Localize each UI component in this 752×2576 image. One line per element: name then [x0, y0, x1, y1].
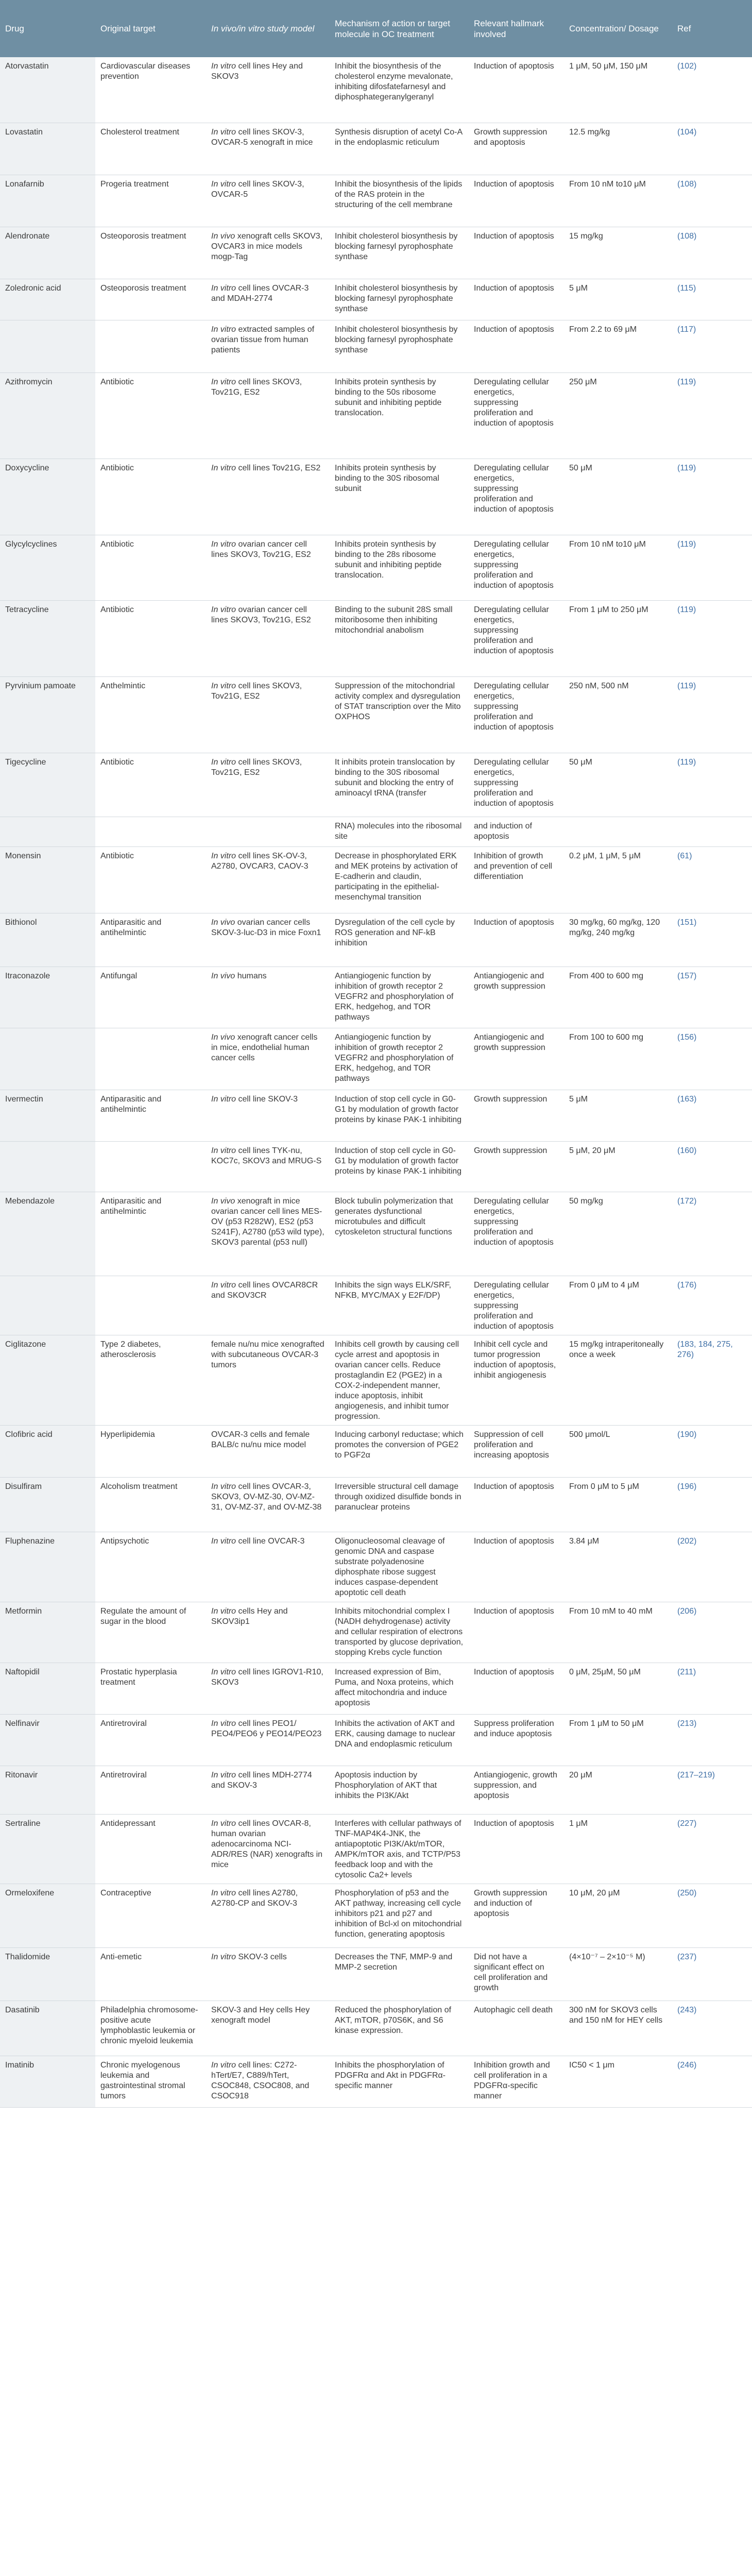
cell-model: In vivo xenograft cancer cells in mice, endothelial human cancer cells [206, 1028, 330, 1090]
cell-mechanism: Interferes with cellular pathways of TNF-MAP4K4-JNK, the antiapoptotic PI3K/Akt/mTOR, AMPK/mTOR axis, and TCTP/P53 feedback loop and with the cytosolic Ca2+ levels [330, 1814, 469, 1884]
cell-ref: (202) [672, 1532, 752, 1602]
cell-model: In vitro cell line OVCAR-3 [206, 1532, 330, 1602]
cell-dosage: 30 mg/kg, 60 mg/kg, 120 mg/kg, 240 mg/kg [564, 913, 672, 967]
cell-dosage: 50 μM [564, 459, 672, 535]
cell-hallmark: Induction of apoptosis [469, 227, 564, 279]
cell-hallmark: Inhibition of growth and prevention of cell differentiation [469, 846, 564, 913]
cell-target: Regulate the amount of sugar in the blood [95, 1602, 206, 1663]
cell-ref: (160) [672, 1141, 752, 1192]
cell-dosage: 50 mg/kg [564, 1192, 672, 1276]
cell-hallmark: Suppression of cell proliferation and increasing apoptosis [469, 1425, 564, 1477]
cell-ref: (119) [672, 600, 752, 676]
cell-target: Antiretroviral [95, 1766, 206, 1814]
cell-dosage: 5 μM, 20 μM [564, 1141, 672, 1192]
cell-hallmark: Antiangiogenic, growth suppression, and apoptosis [469, 1766, 564, 1814]
cell-hallmark: Deregulating cellular energetics, suppressing proliferation and induction of apoptosis [469, 1276, 564, 1335]
cell-dosage: 250 nM, 500 nM [564, 676, 672, 753]
cell-dosage: 50 μM [564, 753, 672, 817]
cell-dosage: From 10 mM to 40 mM [564, 1602, 672, 1663]
cell-ref: (115) [672, 279, 752, 320]
cell-model: In vivo humans [206, 967, 330, 1028]
cell-drug: Naftopidil [0, 1663, 95, 1714]
cell-ref: (119) [672, 372, 752, 459]
cell-drug: Doxycycline [0, 459, 95, 535]
cell-drug: Metformin [0, 1602, 95, 1663]
cell-ref: (117) [672, 320, 752, 372]
table-row [0, 1602, 752, 1663]
cell-ref: (156) [672, 1028, 752, 1090]
cell-drug [0, 1141, 95, 1192]
table-row [0, 123, 752, 175]
cell-model: In vitro cells Hey and SKOV3ip1 [206, 1602, 330, 1663]
cell-mechanism: Decrease in phosphorylated ERK and MEK proteins by activation of E-cadherin and claudin, participating in the epithelial-mesenchymal transition [330, 846, 469, 913]
cell-model [206, 817, 330, 846]
table-row [0, 175, 752, 227]
cell-target: Philadelphia chromosome-positive acute lymphoblastic leukemia or chronic myeloid leukemia [95, 2001, 206, 2056]
cell-ref: (246) [672, 2056, 752, 2107]
cell-dosage: 10 μM, 20 μM [564, 1884, 672, 1947]
table-row [0, 600, 752, 676]
cell-mechanism: Antiangiogenic function by inhibition of growth receptor 2 VEGFR2 and phosphorylation of ERK, hedgehog, and TOR pathways [330, 967, 469, 1028]
cell-ref: (250) [672, 1884, 752, 1947]
cell-target: Antibiotic [95, 459, 206, 535]
cell-hallmark: Induction of apoptosis [469, 279, 564, 320]
cell-mechanism: Irreversible structural cell damage through oxidized disulfide bonds in paranuclear proteins [330, 1477, 469, 1532]
cell-drug: Nelfinavir [0, 1714, 95, 1766]
cell-ref: (196) [672, 1477, 752, 1532]
cell-drug: Ormeloxifene [0, 1884, 95, 1947]
cell-ref: (119) [672, 753, 752, 817]
cell-ref: (217–219) [672, 1766, 752, 1814]
cell-model: In vitro cell lines OVCAR-3 and MDAH-2774 [206, 279, 330, 320]
cell-dosage: 15 mg/kg [564, 227, 672, 279]
cell-drug: Dasatinib [0, 2001, 95, 2056]
cell-ref: (102) [672, 57, 752, 123]
cell-ref: (176) [672, 1276, 752, 1335]
cell-ref: (227) [672, 1814, 752, 1884]
header-drug: Drug [0, 0, 95, 57]
table-row [0, 1276, 752, 1335]
cell-ref: (172) [672, 1192, 752, 1276]
cell-hallmark: Induction of apoptosis [469, 1477, 564, 1532]
cell-mechanism: Phosphorylation of p53 and the AKT pathway, increasing cell cycle inhibitors p21 and p27 and inhibition of Bcl-xl on mitochondrial function, generating apoptosis [330, 1884, 469, 1947]
table-row [0, 1884, 752, 1947]
cell-mechanism: Inhibits protein synthesis by binding to the 30S ribosomal subunit [330, 459, 469, 535]
cell-drug: Tigecycline [0, 753, 95, 817]
table-row [0, 817, 752, 846]
cell-hallmark: Induction of apoptosis [469, 1532, 564, 1602]
cell-hallmark: Deregulating cellular energetics, suppressing proliferation and induction of apoptosis [469, 459, 564, 535]
cell-target: Antibiotic [95, 846, 206, 913]
cell-dosage: 250 μM [564, 372, 672, 459]
cell-dosage: From 10 nM to10 μM [564, 175, 672, 227]
cell-model: In vitro cell lines PEO1/ PEO4/PEO6 y PEO14/PEO23 [206, 1714, 330, 1766]
cell-hallmark: Did not have a significant effect on cell proliferation and growth [469, 1947, 564, 2001]
cell-target: Alcoholism treatment [95, 1477, 206, 1532]
cell-ref: (237) [672, 1947, 752, 2001]
cell-target: Antiparasitic and antihelmintic [95, 1192, 206, 1276]
cell-target: Antipsychotic [95, 1532, 206, 1602]
cell-mechanism: Reduced the phosphorylation of AKT, mTOR, p70S6K, and S6 kinase expression. [330, 2001, 469, 2056]
cell-mechanism: Inhibits the activation of AKT and ERK, causing damage to nuclear DNA and endoplasmic reticulum [330, 1714, 469, 1766]
cell-ref: (243) [672, 2001, 752, 2056]
cell-mechanism: Antiangiogenic function by inhibition of growth receptor 2 VEGFR2 and phosphorylation of ERK, hedgehog, and TOR pathways [330, 1028, 469, 1090]
cell-model: In vitro cell lines: C272-hTert/E7, C889/hTert, CSOC848, CSOC808, and CSOC918 [206, 2056, 330, 2107]
cell-mechanism: Oligonucleosomal cleavage of genomic DNA and caspase substrate polyadenosine diphosphate ribose suggest induces caspase-dependent apoptotic cell death [330, 1532, 469, 1602]
cell-ref: (119) [672, 535, 752, 600]
table-row [0, 1766, 752, 1814]
cell-hallmark: Induction of apoptosis [469, 1602, 564, 1663]
cell-ref: (206) [672, 1602, 752, 1663]
cell-dosage: 5 μM [564, 279, 672, 320]
cell-mechanism: Inhibit cholesterol biosynthesis by blocking farnesyl pyrophosphate synthase [330, 320, 469, 372]
cell-dosage: IC50 < 1 μm [564, 2056, 672, 2107]
cell-target: Antibiotic [95, 535, 206, 600]
cell-mechanism: It inhibits protein translocation by binding to the 30S ribosomal subunit and blocking the entry of aminoacyl tRNA (transfer [330, 753, 469, 817]
cell-hallmark: Suppress proliferation and induce apoptosis [469, 1714, 564, 1766]
cell-drug: Atorvastatin [0, 57, 95, 123]
cell-drug: Itraconazole [0, 967, 95, 1028]
cell-model: In vitro extracted samples of ovarian tissue from human patients [206, 320, 330, 372]
cell-mechanism: Inhibits the phosphorylation of PDGFRα and Akt in PDGFRα-specific manner [330, 2056, 469, 2107]
cell-hallmark: Deregulating cellular energetics, suppressing proliferation and induction of apoptosis [469, 753, 564, 817]
cell-mechanism: Induction of stop cell cycle in G0-G1 by modulation of growth factor proteins by kinase PAK-1 inhibiting [330, 1141, 469, 1192]
table-body [0, 57, 752, 2107]
cell-drug: Azithromycin [0, 372, 95, 459]
cell-dosage: 300 nM for SKOV3 cells and 150 nM for HEY cells [564, 2001, 672, 2056]
cell-model: In vitro cell lines SKOV-3, OVCAR-5 [206, 175, 330, 227]
cell-mechanism: RNA) molecules into the ribosomal site [330, 817, 469, 846]
table-row [0, 1477, 752, 1532]
cell-hallmark: Inhibition growth and cell proliferation in a PDGFRα-specific manner [469, 2056, 564, 2107]
table-row [0, 279, 752, 320]
header-dosage: Concentration/ Dosage [564, 0, 672, 57]
table-row [0, 1663, 752, 1714]
table-row [0, 372, 752, 459]
cell-dosage: 5 μM [564, 1090, 672, 1141]
cell-drug: Bithionol [0, 913, 95, 967]
cell-dosage: 500 μmol/L [564, 1425, 672, 1477]
table-row [0, 1141, 752, 1192]
cell-model: In vitro ovarian cancer cell lines SKOV3, Tov21G, ES2 [206, 600, 330, 676]
cell-mechanism: Increased expression of Bim, Puma, and Noxa proteins, which affect mitochondria and induce apoptosis [330, 1663, 469, 1714]
cell-target: Osteoporosis treatment [95, 279, 206, 320]
cell-model: In vitro cell lines Hey and SKOV3 [206, 57, 330, 123]
cell-mechanism: Induction of stop cell cycle in G0-G1 by modulation of growth factor proteins by kinase PAK-1 inhibiting [330, 1090, 469, 1141]
cell-drug: Alendronate [0, 227, 95, 279]
cell-mechanism: Inhibit the biosynthesis of the cholesterol enzyme mevalonate, inhibiting difosfatefarnesyl and diphosphategeranylgeranyl [330, 57, 469, 123]
cell-model: In vitro cell lines SKOV3, Tov21G, ES2 [206, 753, 330, 817]
header-study-model: In vivo/in vitro study model [206, 0, 330, 57]
cell-dosage: 20 μM [564, 1766, 672, 1814]
cell-model: In vivo xenograft cells SKOV3, OVCAR3 in mice models mogp-Tag [206, 227, 330, 279]
cell-model: In vitro cell line SKOV-3 [206, 1090, 330, 1141]
cell-model: In vitro cell lines SKOV-3, OVCAR-5 xenograft in mice [206, 123, 330, 175]
cell-mechanism: Binding to the subunit 28S small mitoribosome then inhibiting mitochondrial anabolism [330, 600, 469, 676]
cell-model: In vitro ovarian cancer cell lines SKOV3, Tov21G, ES2 [206, 535, 330, 600]
table-row [0, 57, 752, 123]
cell-mechanism: Inhibits cell growth by causing cell cycle arrest and apoptosis in ovarian cancer cells. Reduce prostaglandin E2 (PGE2) in a COX-2-independent manner, induce apoptosis, inhibit angiogenesis, and inhibit tumor progression. [330, 1335, 469, 1425]
cell-hallmark: Growth suppression and induction of apoptosis [469, 1884, 564, 1947]
table-row [0, 967, 752, 1028]
cell-mechanism: Inhibit cholesterol biosynthesis by blocking farnesyl pyrophosphate synthase [330, 227, 469, 279]
cell-model: In vitro cell lines OVCAR8CR and SKOV3CR [206, 1276, 330, 1335]
cell-target [95, 320, 206, 372]
cell-ref: (163) [672, 1090, 752, 1141]
cell-hallmark: Autophagic cell death [469, 2001, 564, 2056]
cell-ref: (183, 184, 275, 276) [672, 1335, 752, 1425]
header-hallmark: Relevant hallmark involved [469, 0, 564, 57]
table-row [0, 846, 752, 913]
cell-target: Antidepressant [95, 1814, 206, 1884]
cell-target: Antiretroviral [95, 1714, 206, 1766]
cell-drug: Lovastatin [0, 123, 95, 175]
cell-ref: (119) [672, 676, 752, 753]
cell-model: In vitro cell lines SKOV3, Tov21G, ES2 [206, 372, 330, 459]
table-row [0, 459, 752, 535]
cell-hallmark: Deregulating cellular energetics, suppressing proliferation and induction of apoptosis [469, 372, 564, 459]
cell-drug: Sertraline [0, 1814, 95, 1884]
cell-dosage: 0.2 μM, 1 μM, 5 μM [564, 846, 672, 913]
cell-mechanism: Apoptosis induction by Phosphorylation of AKT that inhibits the PI3K/Akt [330, 1766, 469, 1814]
cell-drug: Mebendazole [0, 1192, 95, 1276]
cell-dosage: 12.5 mg/kg [564, 123, 672, 175]
cell-drug: Fluphenazine [0, 1532, 95, 1602]
cell-dosage: (4×10⁻⁷ – 2×10⁻⁵ M) [564, 1947, 672, 2001]
cell-model: In vitro cell lines OVCAR-3, SKOV3, OV-MZ-30, OV-MZ-31, OV-MZ-37, and OV-MZ-38 [206, 1477, 330, 1532]
cell-target: Antibiotic [95, 600, 206, 676]
cell-drug: Monensin [0, 846, 95, 913]
cell-target: Anti-emetic [95, 1947, 206, 2001]
table-row [0, 676, 752, 753]
cell-hallmark: Deregulating cellular energetics, suppressing proliferation and induction of apoptosis [469, 535, 564, 600]
cell-target: Osteoporosis treatment [95, 227, 206, 279]
cell-mechanism: Inhibits the sign ways ELK/SRF, NFKB, MYC/MAX y E2F/DP) [330, 1276, 469, 1335]
cell-model: In vitro SKOV-3 cells [206, 1947, 330, 2001]
cell-dosage: 3.84 μM [564, 1532, 672, 1602]
cell-mechanism: Inducing carbonyl reductase; which promotes the conversion of PGE2 to PGF2α [330, 1425, 469, 1477]
cell-hallmark: Induction of apoptosis [469, 1663, 564, 1714]
cell-mechanism: Dysregulation of the cell cycle by ROS generation and NF-kB inhibition [330, 913, 469, 967]
cell-target: Cholesterol treatment [95, 123, 206, 175]
cell-hallmark: and induction of apoptosis [469, 817, 564, 846]
cell-model: In vitro cell lines SKOV3, Tov21G, ES2 [206, 676, 330, 753]
cell-hallmark: Growth suppression [469, 1141, 564, 1192]
cell-dosage: From 0 μM to 5 μM [564, 1477, 672, 1532]
table-row [0, 535, 752, 600]
cell-mechanism: Inhibits mitochondrial complex I (NADH dehydrogenase) activity and cellular respiration of electrons transported by glucose deprivation, stopping Krebs cycle function [330, 1602, 469, 1663]
cell-drug [0, 320, 95, 372]
cell-model: In vitro cell lines IGROV1-R10, SKOV3 [206, 1663, 330, 1714]
cell-model: In vitro cell lines OVCAR-8, human ovarian adenocarcinoma NCI-ADR/RES (NAR) xenografts in mice [206, 1814, 330, 1884]
cell-drug: Clofibric acid [0, 1425, 95, 1477]
cell-model: In vitro cell lines TYK-nu, KOC7c, SKOV3 and MRUG-S [206, 1141, 330, 1192]
cell-hallmark: Deregulating cellular energetics, suppressing proliferation and induction of apoptosis [469, 600, 564, 676]
cell-ref: (157) [672, 967, 752, 1028]
cell-dosage: 1 μM [564, 1814, 672, 1884]
cell-target [95, 1141, 206, 1192]
cell-target [95, 1028, 206, 1090]
table-row [0, 1028, 752, 1090]
cell-hallmark: Deregulating cellular energetics, suppressing proliferation and induction of apoptosis [469, 1192, 564, 1276]
cell-target: Chronic myelogenous leukemia and gastrointestinal stromal tumors [95, 2056, 206, 2107]
cell-model: In vivo xenograft in mice ovarian cancer cell lines MES-OV (p53 R282W), ES2 (p53 S241F), A2780 (p53 wild type), SKOV3 parental (p53 null) [206, 1192, 330, 1276]
table-row [0, 1532, 752, 1602]
cell-hallmark: Deregulating cellular energetics, suppressing proliferation and induction of apoptosis [469, 676, 564, 753]
cell-model: In vitro cell lines Tov21G, ES2 [206, 459, 330, 535]
cell-ref: (151) [672, 913, 752, 967]
table-row [0, 1090, 752, 1141]
table-row [0, 1425, 752, 1477]
cell-hallmark: Antiangiogenic and growth suppression [469, 967, 564, 1028]
cell-drug: Tetracycline [0, 600, 95, 676]
cell-target: Progeria treatment [95, 175, 206, 227]
table-row [0, 1714, 752, 1766]
cell-dosage [564, 817, 672, 846]
cell-dosage: 1 μM, 50 μM, 150 μM [564, 57, 672, 123]
cell-drug: Pyrvinium pamoate [0, 676, 95, 753]
cell-model: female nu/nu mice xenografted with subcutaneous OVCAR-3 tumors [206, 1335, 330, 1425]
cell-mechanism: Synthesis disruption of acetyl Co-A in the endoplasmic reticulum [330, 123, 469, 175]
cell-hallmark: Induction of apoptosis [469, 175, 564, 227]
cell-hallmark: Induction of apoptosis [469, 57, 564, 123]
table-row [0, 913, 752, 967]
cell-dosage: 15 mg/kg intraperitoneally once a week [564, 1335, 672, 1425]
table-row [0, 1947, 752, 2001]
cell-model: In vivo ovarian cancer cells SKOV-3-luc-D3 in mice Foxn1 [206, 913, 330, 967]
cell-target: Type 2 diabetes, atherosclerosis [95, 1335, 206, 1425]
header-row [0, 0, 752, 57]
cell-dosage: From 1 μM to 250 μM [564, 600, 672, 676]
cell-drug [0, 1276, 95, 1335]
table-row [0, 227, 752, 279]
cell-drug [0, 1028, 95, 1090]
cell-dosage: From 400 to 600 mg [564, 967, 672, 1028]
cell-mechanism: Inhibits protein synthesis by binding to the 50s ribosome subunit and inhibiting peptide translocation. [330, 372, 469, 459]
cell-mechanism: Inhibit the biosynthesis of the lipids of the RAS protein in the structuring of the cell membrane [330, 175, 469, 227]
cell-drug: Imatinib [0, 2056, 95, 2107]
cell-target: Contraceptive [95, 1884, 206, 1947]
cell-drug [0, 817, 95, 846]
cell-model: SKOV-3 and Hey cells Hey xenograft model [206, 2001, 330, 2056]
cell-hallmark: Induction of apoptosis [469, 913, 564, 967]
cell-hallmark: Growth suppression [469, 1090, 564, 1141]
cell-target: Antifungal [95, 967, 206, 1028]
cell-ref: (61) [672, 846, 752, 913]
cell-dosage: From 0 μM to 4 μM [564, 1276, 672, 1335]
cell-ref: (104) [672, 123, 752, 175]
table-row [0, 320, 752, 372]
header-original-target: Original target [95, 0, 206, 57]
cell-target: Antiparasitic and antihelmintic [95, 913, 206, 967]
cell-drug: Ivermectin [0, 1090, 95, 1141]
cell-ref: (211) [672, 1663, 752, 1714]
cell-hallmark: Induction of apoptosis [469, 1814, 564, 1884]
cell-ref: (108) [672, 227, 752, 279]
cell-hallmark: Growth suppression and apoptosis [469, 123, 564, 175]
cell-drug: Zoledronic acid [0, 279, 95, 320]
table-row [0, 2001, 752, 2056]
cell-model: OVCAR-3 cells and female BALB/c nu/nu mice model [206, 1425, 330, 1477]
cell-model: In vitro cell lines A2780, A2780-CP and SKOV-3 [206, 1884, 330, 1947]
cell-model: In vitro cell lines SK-OV-3, A2780, OVCAR3, CAOV-3 [206, 846, 330, 913]
table-row [0, 1192, 752, 1276]
cell-ref [672, 817, 752, 846]
cell-target [95, 817, 206, 846]
cell-dosage: From 100 to 600 mg [564, 1028, 672, 1090]
cell-mechanism: Inhibit cholesterol biosynthesis by blocking farnesyl pyrophosphate synthase [330, 279, 469, 320]
header-ref: Ref [672, 0, 752, 57]
cell-hallmark: Antiangiogenic and growth suppression [469, 1028, 564, 1090]
cell-target: Antiparasitic and antihelmintic [95, 1090, 206, 1141]
cell-mechanism: Decreases the TNF, MMP-9 and MMP-2 secretion [330, 1947, 469, 2001]
table-row [0, 1814, 752, 1884]
cell-ref: (108) [672, 175, 752, 227]
cell-drug: Ciglitazone [0, 1335, 95, 1425]
cell-drug: Lonafarnib [0, 175, 95, 227]
cell-mechanism: Inhibits protein synthesis by binding to the 28s ribosome subunit and inhibiting peptide translocation. [330, 535, 469, 600]
cell-dosage: From 2.2 to 69 μM [564, 320, 672, 372]
cell-drug: Disulfiram [0, 1477, 95, 1532]
table-row [0, 2056, 752, 2107]
cell-drug: Glycylcyclines [0, 535, 95, 600]
cell-dosage: 0 μM, 25μM, 50 μM [564, 1663, 672, 1714]
cell-target: Prostatic hyperplasia treatment [95, 1663, 206, 1714]
cell-drug: Thalidomide [0, 1947, 95, 2001]
cell-drug: Ritonavir [0, 1766, 95, 1814]
cell-ref: (119) [672, 459, 752, 535]
cell-target: Antibiotic [95, 372, 206, 459]
cell-target: Anthelmintic [95, 676, 206, 753]
cell-dosage: From 10 nM to10 μM [564, 535, 672, 600]
table-row [0, 1335, 752, 1425]
cell-target [95, 1276, 206, 1335]
cell-target: Antibiotic [95, 753, 206, 817]
cell-ref: (213) [672, 1714, 752, 1766]
cell-target: Hyperlipidemia [95, 1425, 206, 1477]
cell-ref: (190) [672, 1425, 752, 1477]
cell-hallmark: Induction of apoptosis [469, 320, 564, 372]
table-header [0, 0, 752, 57]
cell-mechanism: Suppression of the mitochondrial activity complex and dysregulation of STAT transcription over the Mito OXPHOS [330, 676, 469, 753]
cell-dosage: From 1 μM to 50 μM [564, 1714, 672, 1766]
header-mechanism: Mechanism of action or target molecule in OC treatment [330, 0, 469, 57]
cell-target: Cardiovascular diseases prevention [95, 57, 206, 123]
table-row [0, 753, 752, 817]
cell-mechanism: Block tubulin polymerization that generates dysfunctional microtubules and difficult cytoskeleton structural functions [330, 1192, 469, 1276]
cell-model: In vitro cell lines MDH-2774 and SKOV-3 [206, 1766, 330, 1814]
cell-hallmark: Inhibit cell cycle and tumor progression induction of apoptosis, inhibit angiogenesis [469, 1335, 564, 1425]
